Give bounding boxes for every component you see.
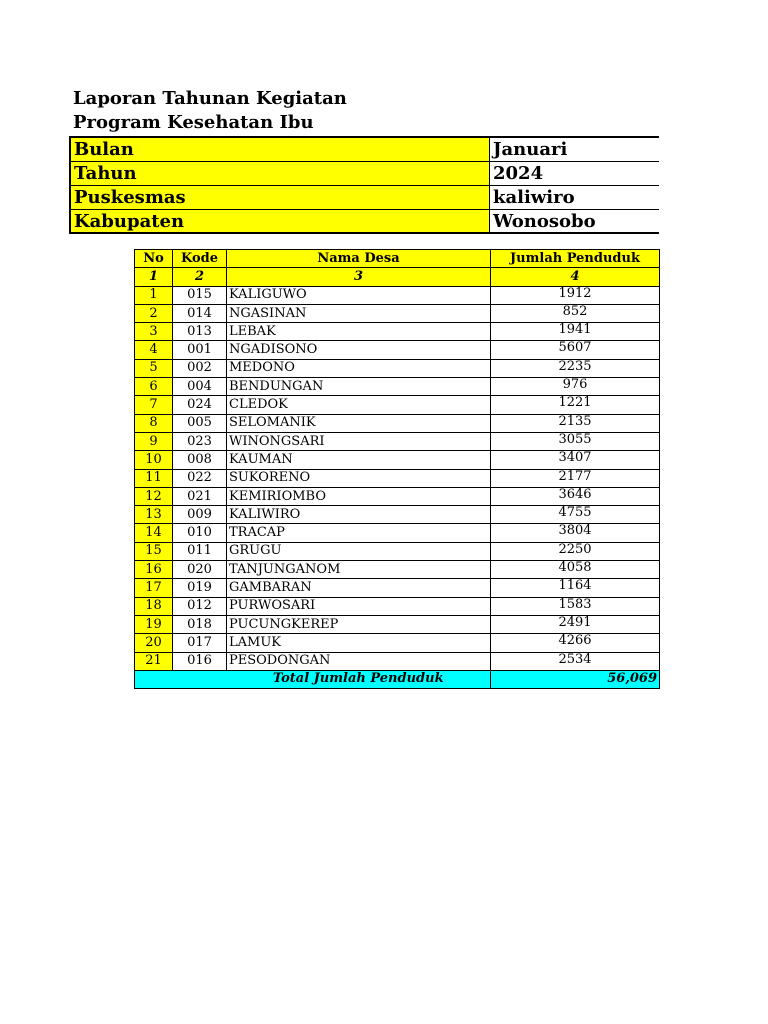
table-header-row <box>135 250 660 268</box>
row-nama-desa: LAMUK <box>227 634 491 652</box>
table-row <box>135 451 660 469</box>
table-row <box>135 414 660 432</box>
row-kode: 017 <box>173 634 227 652</box>
column-number-row <box>135 268 660 286</box>
info-label: Tahun <box>69 162 490 185</box>
row-jumlah-penduduk: 2250 <box>491 542 660 560</box>
row-jumlah-penduduk: 1941 <box>491 323 660 341</box>
report-info-table <box>69 136 659 234</box>
row-jumlah-penduduk: 852 <box>491 304 660 322</box>
info-row-kabupaten <box>69 210 659 234</box>
table-row <box>135 634 660 652</box>
row-kode: 009 <box>173 506 227 524</box>
row-kode: 018 <box>173 615 227 633</box>
row-jumlah-penduduk: 3646 <box>491 487 660 505</box>
row-no: 7 <box>135 396 173 414</box>
row-jumlah-penduduk: 976 <box>491 378 660 396</box>
info-value: 2024 <box>493 163 544 184</box>
info-row-puskesmas <box>69 186 659 210</box>
table-row <box>135 432 660 450</box>
row-jumlah-penduduk: 4058 <box>491 561 660 579</box>
row-kode: 012 <box>173 597 227 615</box>
row-no: 8 <box>135 414 173 432</box>
row-no: 13 <box>135 506 173 524</box>
row-no: 2 <box>135 304 173 322</box>
total-spacer <box>135 670 173 688</box>
row-nama-desa: SELOMANIK <box>227 414 491 432</box>
row-nama-desa: TRACAP <box>227 524 491 542</box>
row-no: 11 <box>135 469 173 487</box>
row-kode: 015 <box>173 286 227 304</box>
row-nama-desa: GRUGU <box>227 542 491 560</box>
table-row <box>135 304 660 322</box>
table-row <box>135 579 660 597</box>
table-row <box>135 378 660 396</box>
table-row <box>135 524 660 542</box>
population-table <box>134 249 660 689</box>
column-number: 2 <box>173 268 227 286</box>
table-row <box>135 469 660 487</box>
row-jumlah-penduduk: 1164 <box>491 579 660 597</box>
table-row <box>135 286 660 304</box>
info-value: Januari <box>493 139 568 160</box>
row-kode: 008 <box>173 451 227 469</box>
table-row <box>135 323 660 341</box>
header-no: No <box>135 250 173 268</box>
table-row <box>135 561 660 579</box>
info-label: Bulan <box>69 138 490 161</box>
row-no: 10 <box>135 451 173 469</box>
row-no: 4 <box>135 341 173 359</box>
row-no: 15 <box>135 542 173 560</box>
row-nama-desa: KEMIRIOMBO <box>227 487 491 505</box>
header-nama-desa: Nama Desa <box>227 250 491 268</box>
row-jumlah-penduduk: 1912 <box>491 286 660 304</box>
row-no: 17 <box>135 579 173 597</box>
table-row <box>135 396 660 414</box>
row-nama-desa: KALIGUWO <box>227 286 491 304</box>
row-kode: 010 <box>173 524 227 542</box>
row-kode: 005 <box>173 414 227 432</box>
row-jumlah-penduduk: 3055 <box>491 432 660 450</box>
table-row <box>135 341 660 359</box>
row-kode: 024 <box>173 396 227 414</box>
row-kode: 001 <box>173 341 227 359</box>
row-jumlah-penduduk: 1221 <box>491 396 660 414</box>
row-nama-desa: PESODONGAN <box>227 652 491 670</box>
row-no: 18 <box>135 597 173 615</box>
total-label: Total Jumlah Penduduk <box>227 670 491 688</box>
row-jumlah-penduduk: 5607 <box>491 341 660 359</box>
row-nama-desa: NGADISONO <box>227 341 491 359</box>
header-kode: Kode <box>173 250 227 268</box>
row-nama-desa: KAUMAN <box>227 451 491 469</box>
row-jumlah-penduduk: 2534 <box>491 652 660 670</box>
row-kode: 004 <box>173 378 227 396</box>
row-jumlah-penduduk: 2491 <box>491 615 660 633</box>
row-no: 3 <box>135 323 173 341</box>
report-title: Laporan Tahunan Kegiatan <box>73 88 347 109</box>
row-nama-desa: SUKORENO <box>227 469 491 487</box>
row-kode: 021 <box>173 487 227 505</box>
header-jumlah-penduduk: Jumlah Penduduk <box>491 250 660 268</box>
row-no: 16 <box>135 561 173 579</box>
table-row <box>135 615 660 633</box>
row-nama-desa: PUCUNGKEREP <box>227 615 491 633</box>
row-kode: 013 <box>173 323 227 341</box>
total-value: 56,069 <box>491 670 660 688</box>
row-jumlah-penduduk: 3407 <box>491 451 660 469</box>
table-row <box>135 542 660 560</box>
row-nama-desa: KALIWIRO <box>227 506 491 524</box>
info-value: kaliwiro <box>493 187 575 208</box>
row-nama-desa: GAMBARAN <box>227 579 491 597</box>
row-kode: 002 <box>173 359 227 377</box>
row-no: 9 <box>135 432 173 450</box>
row-no: 6 <box>135 378 173 396</box>
row-nama-desa: PURWOSARI <box>227 597 491 615</box>
row-no: 20 <box>135 634 173 652</box>
row-no: 21 <box>135 652 173 670</box>
info-label: Puskesmas <box>69 186 490 209</box>
report-subtitle: Program Kesehatan Ibu <box>73 112 314 133</box>
total-row <box>135 670 660 688</box>
row-no: 19 <box>135 615 173 633</box>
row-jumlah-penduduk: 1583 <box>491 597 660 615</box>
row-nama-desa: CLEDOK <box>227 396 491 414</box>
table-row <box>135 652 660 670</box>
info-row-tahun <box>69 162 659 186</box>
row-no: 1 <box>135 286 173 304</box>
row-jumlah-penduduk: 4755 <box>491 506 660 524</box>
table-row <box>135 597 660 615</box>
row-nama-desa: MEDONO <box>227 359 491 377</box>
row-no: 5 <box>135 359 173 377</box>
table-row <box>135 487 660 505</box>
row-nama-desa: LEBAK <box>227 323 491 341</box>
column-number: 4 <box>491 268 660 286</box>
row-no: 14 <box>135 524 173 542</box>
row-nama-desa: WINONGSARI <box>227 432 491 450</box>
row-kode: 011 <box>173 542 227 560</box>
column-number: 1 <box>135 268 173 286</box>
row-kode: 020 <box>173 561 227 579</box>
row-jumlah-penduduk: 3804 <box>491 524 660 542</box>
row-kode: 022 <box>173 469 227 487</box>
table-row <box>135 506 660 524</box>
row-jumlah-penduduk: 4266 <box>491 634 660 652</box>
table-row <box>135 359 660 377</box>
row-kode: 023 <box>173 432 227 450</box>
info-label: Kabupaten <box>69 210 490 232</box>
row-no: 12 <box>135 487 173 505</box>
row-jumlah-penduduk: 2235 <box>491 359 660 377</box>
row-kode: 019 <box>173 579 227 597</box>
row-kode: 016 <box>173 652 227 670</box>
info-value: Wonosobo <box>493 211 596 232</box>
column-number: 3 <box>227 268 491 286</box>
total-spacer <box>173 670 227 688</box>
row-jumlah-penduduk: 2135 <box>491 414 660 432</box>
row-nama-desa: TANJUNGANOM <box>227 561 491 579</box>
row-nama-desa: NGASINAN <box>227 304 491 322</box>
row-jumlah-penduduk: 2177 <box>491 469 660 487</box>
row-kode: 014 <box>173 304 227 322</box>
info-row-bulan <box>69 138 659 162</box>
row-nama-desa: BENDUNGAN <box>227 378 491 396</box>
